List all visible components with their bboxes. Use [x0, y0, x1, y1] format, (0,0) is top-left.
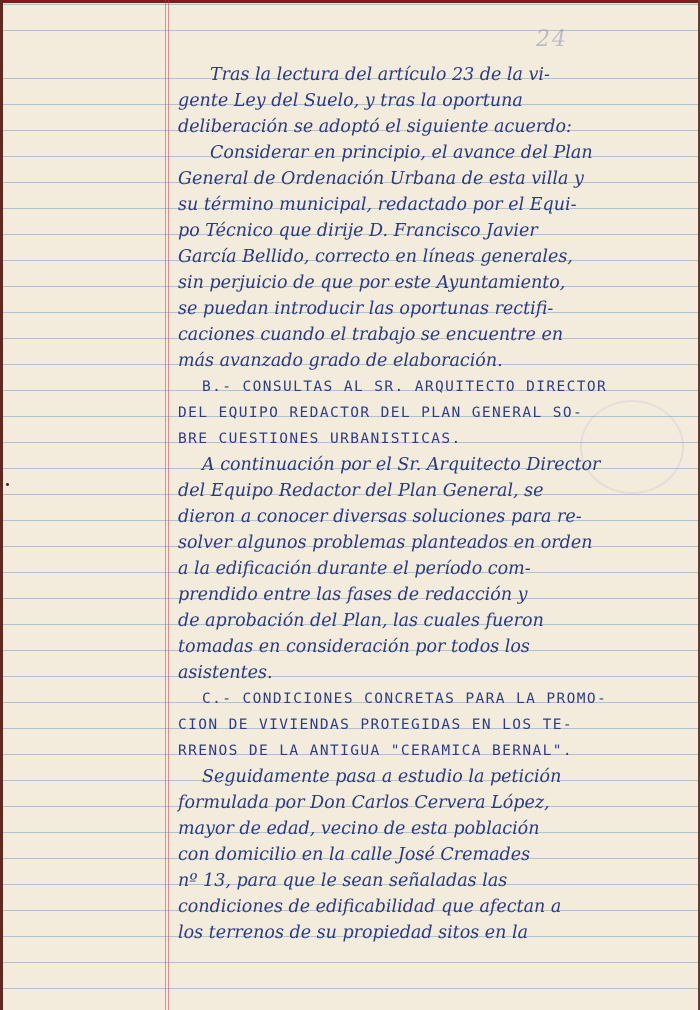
text-line: más avanzado grado de elaboración. — [178, 351, 503, 371]
text-line: solver algunos problemas planteados en orden — [178, 533, 593, 553]
text-line: condiciones de edificabilidad que afectan a — [178, 897, 562, 917]
text-line: su término municipal, redactado por el Equi- — [178, 195, 577, 215]
text-line: A continuación por el Sr. Arquitecto Director — [202, 455, 601, 475]
text-line: deliberación se adoptó el siguiente acuerdo: — [178, 117, 572, 137]
text-line: del Equipo Redactor del Plan General, se — [178, 481, 544, 501]
text-line: General de Ordenación Urbana de esta villa y — [178, 169, 584, 189]
margin-line-right — [168, 0, 169, 1010]
text-line: mayor de edad, vecino de esta población — [178, 819, 540, 839]
section-heading-line: C.- CONDICIONES CONCRETAS PARA LA PROMO- — [202, 691, 608, 707]
text-line: Considerar en principio, el avance del Plan — [210, 143, 593, 163]
text-line: nº 13, para que le sean señaladas las — [178, 871, 508, 891]
text-line: García Bellido, correcto en líneas generales, — [178, 247, 573, 267]
text-line: Seguidamente pasa a estudio la petición — [202, 767, 562, 787]
section-heading-line: B.- CONSULTAS AL SR. ARQUITECTO DIRECTOR — [202, 379, 608, 395]
text-line: se puedan introducir las oportunas rectifi- — [178, 299, 554, 319]
section-heading-line: RRENOS DE LA ANTIGUA "CERAMICA BERNAL". — [178, 743, 574, 759]
text-line: a la edificación durante el período com- — [178, 559, 531, 579]
text-line: tomadas en consideración por todos los — [178, 637, 530, 657]
section-heading-line: CION DE VIVIENDAS PROTEGIDAS EN LOS TE- — [178, 717, 574, 733]
text-line: asistentes. — [178, 663, 273, 683]
text-line: dieron a conocer diversas soluciones para re- — [178, 507, 582, 527]
text-line: con domicilio en la calle José Cremades — [178, 845, 531, 865]
page-number: 24 — [536, 27, 568, 52]
text-line: gente Ley del Suelo, y tras la oportuna — [178, 91, 523, 111]
text-line: caciones cuando el trabajo se encuentre en — [178, 325, 564, 345]
book-edge-left — [0, 0, 3, 1010]
book-edge-top — [0, 0, 700, 3]
handwritten-text-block — [178, 62, 678, 946]
text-line: Tras la lectura del artículo 23 de la vi- — [210, 65, 550, 85]
text-line: formulada por Don Carlos Cervera López, — [178, 793, 550, 813]
section-heading-line: BRE CUESTIONES URBANISTICAS. — [178, 431, 462, 447]
section-heading-line: DEL EQUIPO REDACTOR DEL PLAN GENERAL SO- — [178, 405, 584, 421]
text-line: prendido entre las fases de redacción y — [178, 585, 528, 605]
text-line: los terrenos de su propiedad sitos en la — [178, 923, 529, 943]
text-line: po Técnico que dirije D. Francisco Javier — [178, 221, 538, 241]
page-mark — [6, 483, 9, 486]
text-line: de aprobación del Plan, las cuales fueron — [178, 611, 544, 631]
text-line: sin perjuicio de que por este Ayuntamiento, — [178, 273, 566, 293]
margin-line-left — [165, 0, 166, 1010]
